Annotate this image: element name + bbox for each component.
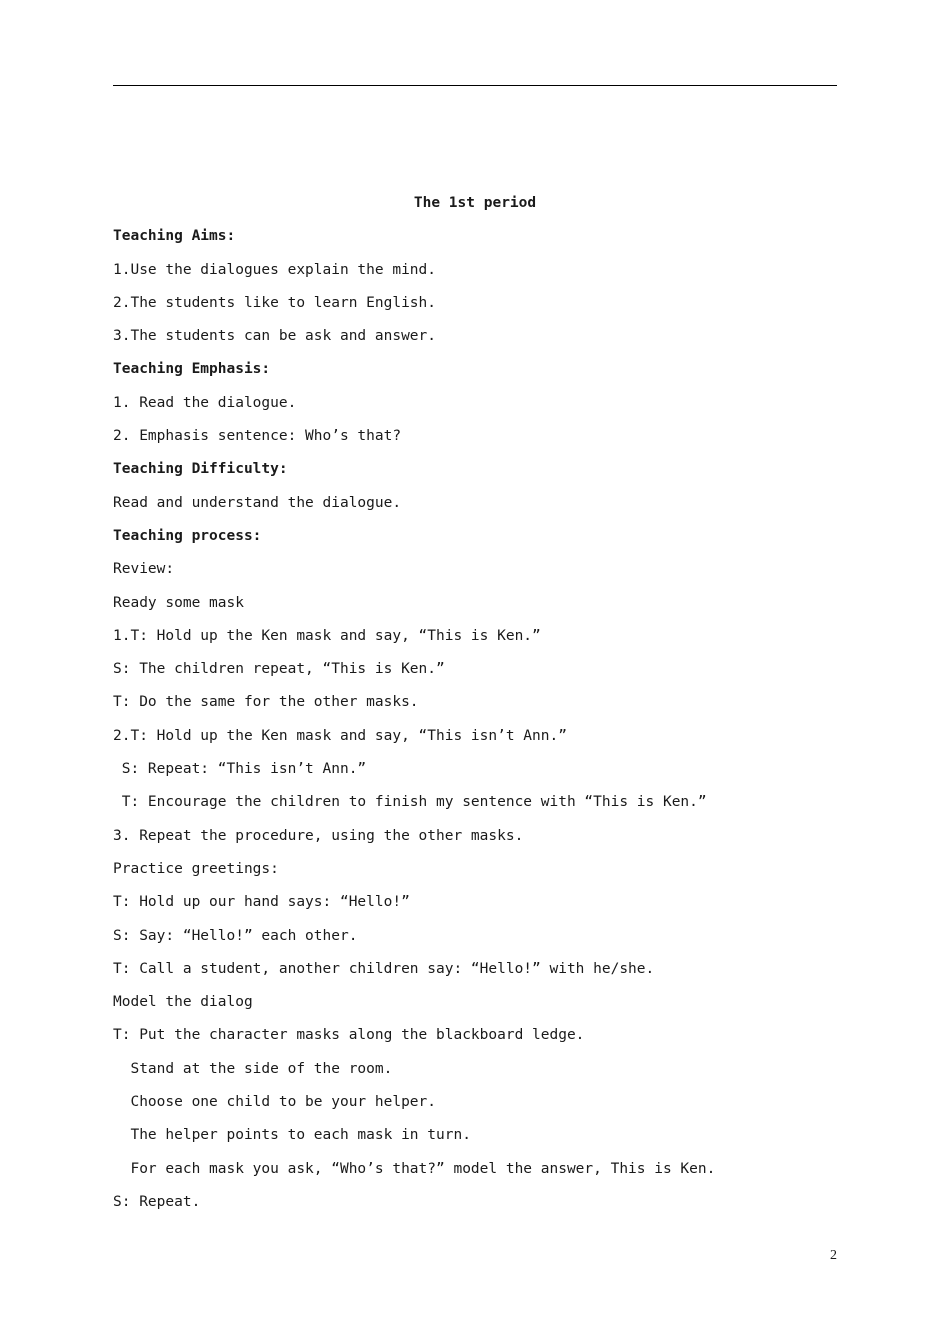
text-line: S: Repeat: “This isn’t Ann.” bbox=[113, 761, 367, 778]
text-line: 1.T: Hold up the Ken mask and say, “This is Ken.” bbox=[113, 627, 541, 644]
text-line: The helper points to each mask in turn. bbox=[113, 1127, 471, 1144]
text-line: 3. Repeat the procedure, using the other masks. bbox=[113, 827, 524, 844]
text-line: Choose one child to be your helper. bbox=[113, 1094, 437, 1111]
text-line: 1.Use the dialogues explain the mind. bbox=[113, 261, 437, 278]
text-line: Model the dialog bbox=[113, 994, 253, 1011]
text-line: Review: bbox=[113, 561, 175, 578]
text-line: 2. Emphasis sentence: Who’s that? bbox=[113, 428, 402, 445]
text-line: T: Put the character masks along the blackboard ledge. bbox=[113, 1027, 585, 1044]
text-line: Ready some mask bbox=[113, 594, 244, 611]
section-heading: Teaching Emphasis: bbox=[113, 361, 271, 378]
text-line: T: Do the same for the other masks. bbox=[113, 694, 419, 711]
text-line: Stand at the side of the room. bbox=[113, 1060, 393, 1077]
page-number: 2 bbox=[830, 1248, 837, 1263]
document-body bbox=[113, 189, 837, 1221]
text-line: S: The children repeat, “This is Ken.” bbox=[113, 661, 445, 678]
section-heading: Teaching process: bbox=[113, 527, 262, 544]
page-title: The 1st period bbox=[413, 195, 537, 211]
text-line: 3.The students can be ask and answer. bbox=[113, 328, 437, 345]
text-line: 2.The students like to learn English. bbox=[113, 294, 437, 311]
text-line: Practice greetings: bbox=[113, 860, 279, 877]
text-line: S: Repeat. bbox=[113, 1193, 201, 1210]
section-heading: Teaching Difficulty: bbox=[113, 461, 288, 478]
text-line: S: Say: “Hello!” each other. bbox=[113, 927, 358, 944]
text-line: 2.T: Hold up the Ken mask and say, “This isn’t Ann.” bbox=[113, 727, 567, 744]
text-line: T: Call a student, another children say: “Hello!” with he/she. bbox=[113, 960, 655, 977]
header-rule bbox=[113, 85, 837, 86]
text-line: T: Hold up our hand says: “Hello!” bbox=[113, 894, 410, 911]
text-line: For each mask you ask, “Who’s that?” model the answer, This is Ken. bbox=[113, 1160, 716, 1177]
text-line: T: Encourage the children to finish my sentence with “This is Ken.” bbox=[113, 794, 707, 811]
text-line: 1. Read the dialogue. bbox=[113, 394, 297, 411]
text-line: Read and understand the dialogue. bbox=[113, 494, 402, 511]
lesson-content bbox=[113, 222, 837, 1221]
section-heading: Teaching Aims: bbox=[113, 228, 236, 245]
